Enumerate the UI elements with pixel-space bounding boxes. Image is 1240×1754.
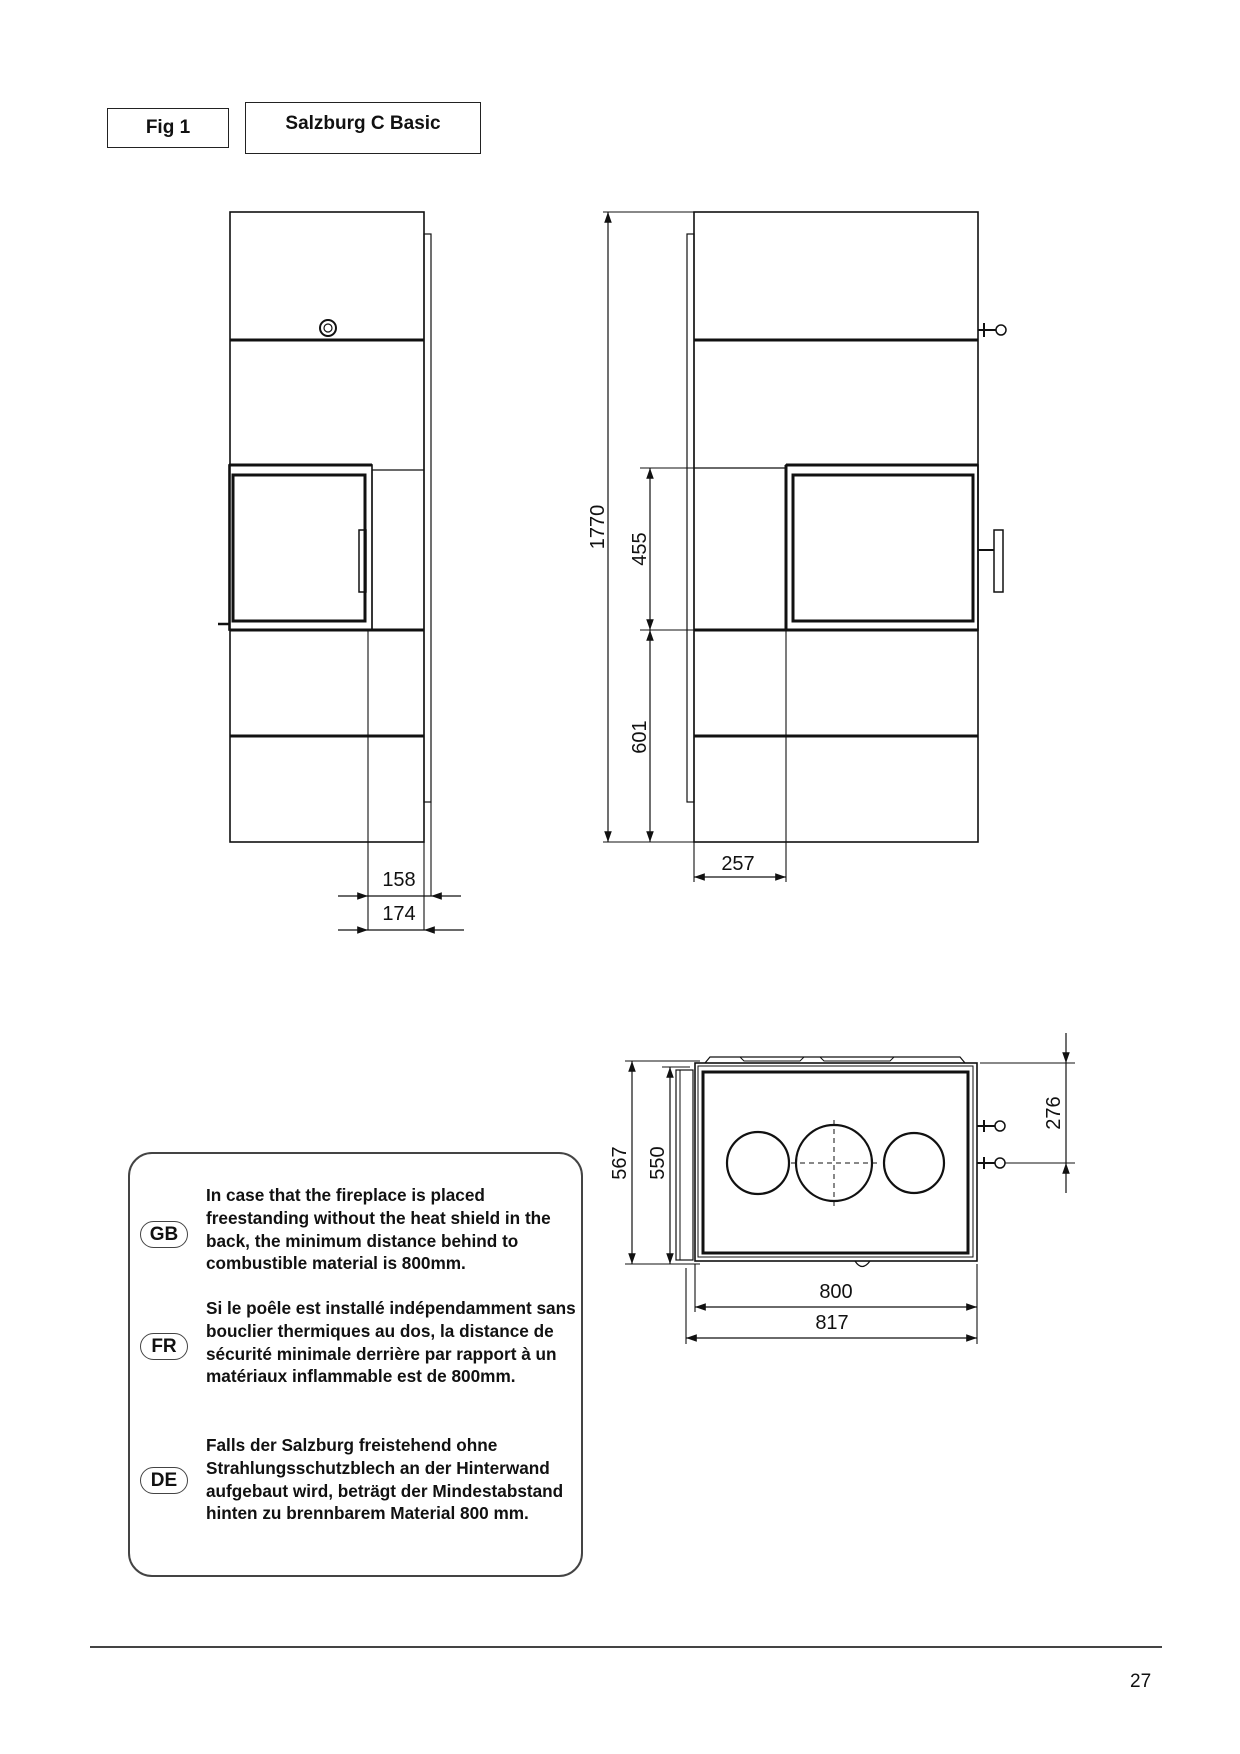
- lang-badge-gb: GB: [140, 1221, 188, 1248]
- lang-badge-fr: FR: [140, 1333, 188, 1360]
- front-body: [230, 212, 424, 842]
- dim-158: 158: [382, 869, 416, 891]
- footer-divider: [90, 1646, 1162, 1648]
- clearance-notes-panel: [128, 1152, 583, 1577]
- dim-601: 601: [629, 720, 651, 754]
- front-heat-shield: [424, 234, 431, 802]
- dim-174: 174: [382, 903, 416, 925]
- top-outer: [695, 1063, 977, 1261]
- dim-276: 276: [1043, 1096, 1065, 1130]
- page-number: 27: [1130, 1671, 1152, 1692]
- model-title: Salzburg C Basic: [245, 102, 481, 154]
- dim-550: 550: [647, 1146, 669, 1180]
- note-de: Falls der Salzburg freistehend ohne Strahlungsschutzblech an der Hinterwand aufgebaut wird, beträgt der Mindestabstand hinten zu brennbarem Material 800 mm.: [206, 1435, 564, 1524]
- dim-455: 455: [629, 532, 651, 566]
- figure-label: Fig 1: [107, 108, 229, 148]
- side-door-glass: [793, 475, 973, 621]
- front-door-glass: [233, 475, 365, 621]
- dim-817: 817: [815, 1312, 849, 1334]
- front-knob: [320, 320, 336, 336]
- side-view: [603, 212, 1006, 882]
- side-door-frame: [786, 465, 978, 630]
- side-heat-shield: [687, 234, 694, 802]
- hotplate-left: [727, 1132, 789, 1194]
- note-gb: In case that the fireplace is placed freestanding without the heat shield in the back, the minimum distance behind to combustible material is 800mm.: [206, 1185, 551, 1274]
- note-fr: Si le poêle est installé indépendamment sans bouclier thermiques au dos, la distance de sécurité minimale derrière par rapport à un matériaux inflammable est de 800mm.: [206, 1298, 576, 1387]
- hotplate-right: [884, 1133, 944, 1193]
- front-view: [218, 212, 464, 930]
- top-plate: [703, 1072, 968, 1253]
- dim-800: 800: [819, 1281, 853, 1303]
- front-door-frame: [229, 465, 372, 630]
- dim-257: 257: [721, 853, 755, 875]
- dim-567: 567: [609, 1146, 631, 1180]
- side-body: [694, 212, 978, 842]
- lang-badge-de: DE: [140, 1467, 188, 1494]
- hotplate-center: [796, 1125, 872, 1201]
- dim-1770: 1770: [587, 504, 609, 550]
- top-heat-shield: [676, 1070, 693, 1260]
